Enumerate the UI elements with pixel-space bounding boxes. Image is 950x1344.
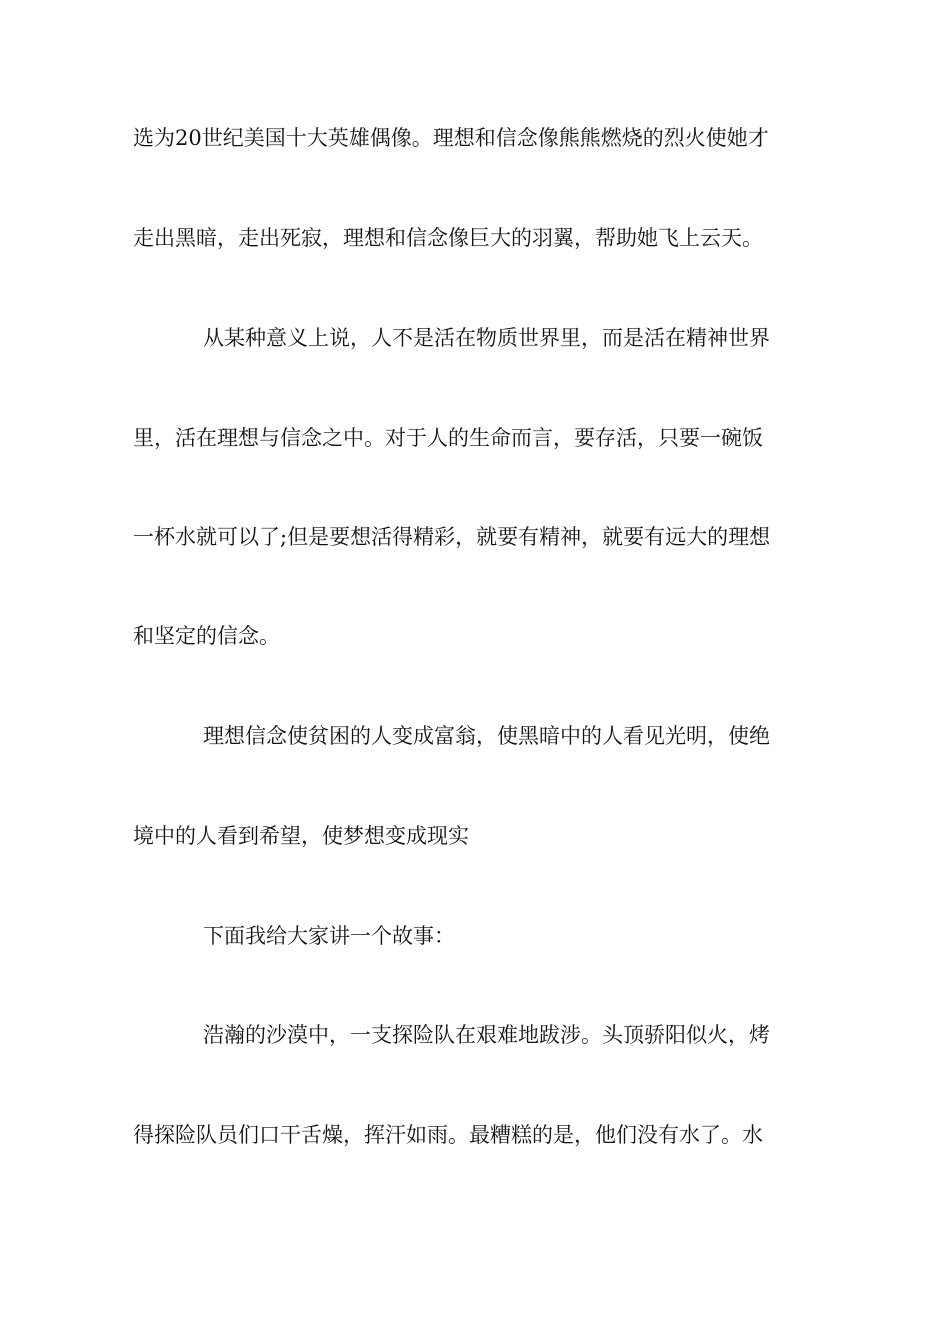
text-line-7: 理想信念使贫困的人变成富翁，使黑暗中的人看见光明，使绝 <box>203 724 770 748</box>
text-line-2: 走出黑暗，走出死寂，理想和信念像巨大的羽翼，帮助她飞上云天。 <box>133 226 763 250</box>
text-line-5: 一杯水就可以了;但是要想活得精彩，就要有精神，就要有远大的理想 <box>133 525 771 549</box>
text-line-1: 选为20世纪美国十大英雄偶像。理想和信念像熊熊燃烧的烈火使她才 <box>133 126 769 150</box>
text-line-10: 浩瀚的沙漠中，一支探险队在艰难地跋涉。头顶骄阳似火，烤 <box>203 1023 770 1047</box>
text-line-3: 从某种意义上说，人不是活在物质世界里，而是活在精神世界 <box>203 326 770 350</box>
text-line-8: 境中的人看到希望，使梦想变成现实 <box>133 824 469 848</box>
text-line-11: 得探险队员们口干舌燥，挥汗如雨。最糟糕的是，他们没有水了。水 <box>133 1123 763 1147</box>
text-line-6: 和坚定的信念。 <box>133 624 280 648</box>
text-line-9: 下面我给大家讲一个故事： <box>203 924 455 948</box>
text-line-4: 里，活在理想与信念之中。对于人的生命而言，要存活，只要一碗饭 <box>133 426 763 450</box>
